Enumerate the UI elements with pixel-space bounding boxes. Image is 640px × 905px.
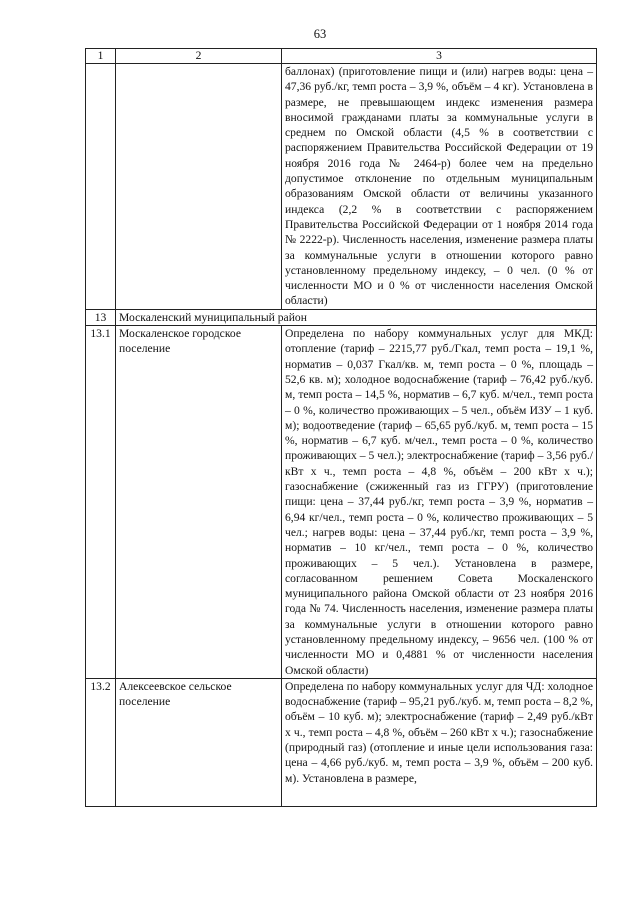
column-number-1: 1 bbox=[86, 49, 116, 64]
section-number-cell: 13 bbox=[86, 309, 116, 325]
municipality-name-cell: Москаленское городское поселение bbox=[116, 326, 282, 679]
description-text: Определена по набору коммунальных услуг для ЧД: холодное водоснабжение (тариф – 95,21 руб./куб. м, темп роста – 8,2 %, объём – 10 куб. м); электроснабжение (тариф – 2,49 руб./кВт х ч., темп роста – 4,8 %, объём – 260 кВт х ч.); газоснабжение (природный газ) (отопление и иные цели использования газа: цена – 4,66 руб./куб. м, темп роста – 3,9 %, объём – 200 куб. м). Установлена в размере, bbox=[285, 679, 593, 785]
municipal-tariff-table bbox=[85, 48, 597, 807]
column-number-3: 3 bbox=[282, 49, 597, 64]
table-row-continuation bbox=[86, 64, 597, 310]
row-number-cell: 13.2 bbox=[86, 678, 116, 806]
row-number-cell bbox=[86, 64, 116, 310]
section-title-cell: Москаленский муниципальный район bbox=[116, 309, 597, 325]
description-cell: Определена по набору коммунальных услуг для МКД: отопление (тариф – 2215,77 руб./Гкал, темп роста – 19,1 %, норматив – 0,037 Гкал/кв. м, темп роста – 0 %, площадь – 52,6 кв. м); холодное водоснабжение (тариф – 76,42 руб./куб. м, темп роста – 14,5 %, норматив – 6,7 куб. м/чел., темп роста – 0 %, количество проживающих – 5 чел., объём ИЗУ – 1 куб. м); водоотведение (тариф – 65,65 руб./куб. м, темп роста – 15 %, норматив – 6,7 куб. м/чел., темп роста – 0 %, количество проживающих – 5 чел.); электроснабжение (тариф – 3,56 руб./кВт х ч., темп роста – 4,8 %, объём – 200 кВт х ч.); газоснабжение (сжиженный газ из ГГРУ) (приготовление пищи: цена – 37,44 руб./кг, темп роста – 3,9 %, норматив – 6,94 кг/чел., темп роста – 0 %, количество проживающих – 5 чел.; нагрев воды: цена – 37,44 руб./кг, темп роста – 3,9 %, норматив – 10 кг/чел., темп роста – 0 %, количество проживающих – 5 чел.). Установлена в размере, согласованном решением Совета Москаленского муниципального района Омской области от 23 ноября 2016 года № 74. Численность населения, изменение размера платы за коммунальные услуги в отношении которого равно установленному предельному индексу, – 9656 чел. (100 % от численности МО и 0,4881 % от численности населения Омской области) bbox=[282, 326, 597, 679]
row-number-cell: 13.1 bbox=[86, 326, 116, 679]
column-number-2: 2 bbox=[116, 49, 282, 64]
description-cell bbox=[282, 678, 597, 806]
municipality-name-cell bbox=[116, 64, 282, 310]
table-row-13-1 bbox=[86, 326, 597, 679]
table-row-13-2 bbox=[86, 678, 597, 806]
municipality-name-cell: Алексеевское сельское поселение bbox=[116, 678, 282, 806]
page-number: 63 bbox=[313, 27, 327, 41]
description-cell: баллонах) (приготовление пищи и (или) нагрев воды: цена – 47,36 руб./кг, темп роста – 3,9 %, объём – 4 кг). Установлена в размере, не превышающем индекс изменения размера вносимой гражданами платы за коммунальные услуги в среднем по Омской области (4,5 % в соответствии с распоряжением Правительства Российской Федерации от 19 ноября 2016 года № 2464-р) более чем на предельно допустимое отклонение по отдельным муниципальным образованиям Омской области от величины указанного индекса (2,2 % в соответствии с распоряжением Правительства Российской Федерации от 1 ноября 2014 года № 2222-р). Численность населения, изменение размера платы за коммунальные услуги в отношении которого равно установленному предельному индексу, – 0 чел. (0 % от численности МО и 0 % от численности населения Омской области) bbox=[282, 64, 597, 310]
table-row-section-13 bbox=[86, 309, 597, 325]
column-number-header-row bbox=[86, 49, 597, 64]
